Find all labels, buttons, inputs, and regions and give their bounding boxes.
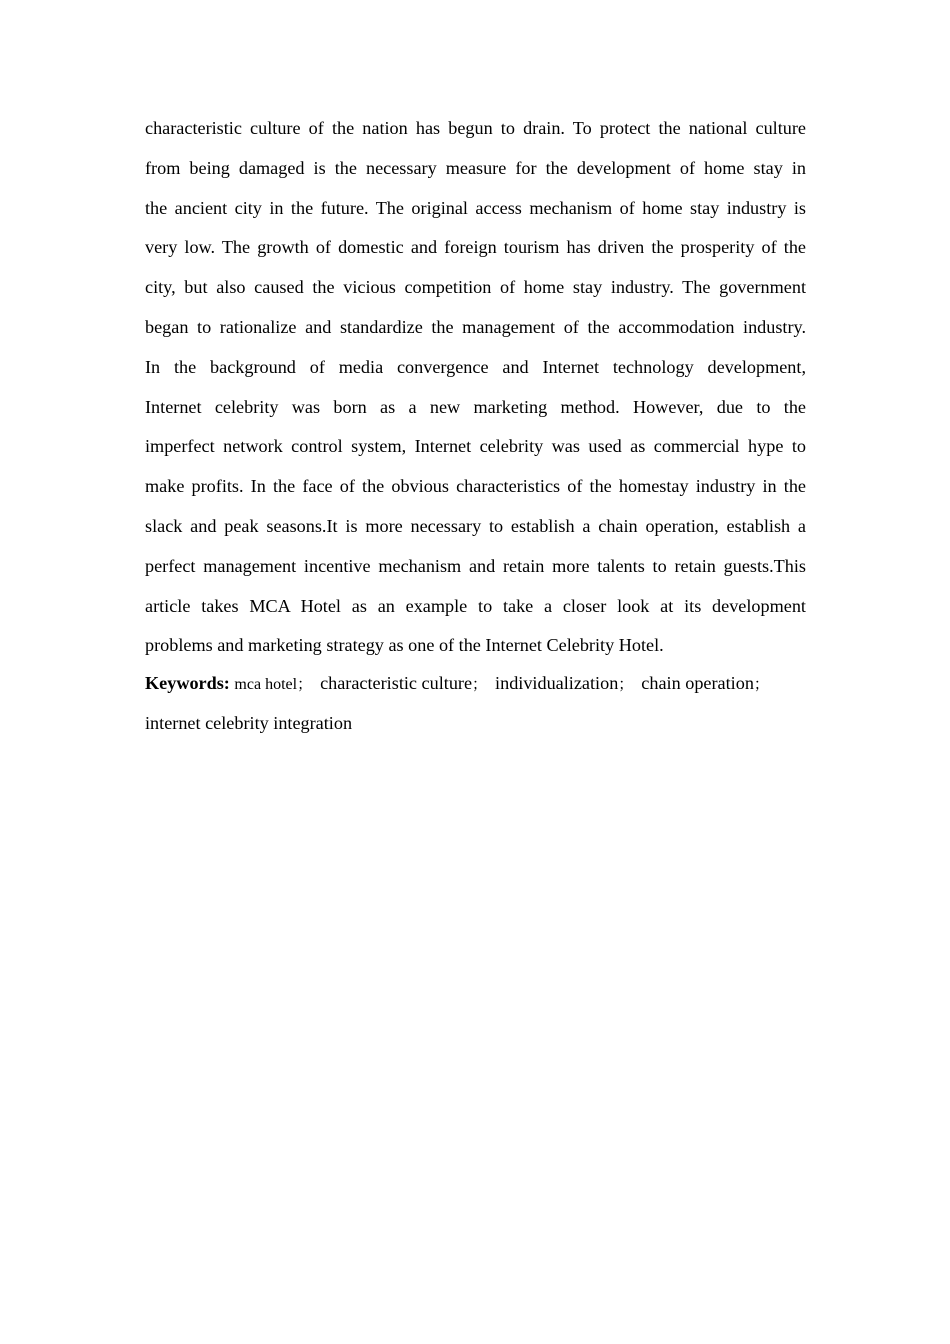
page-content bbox=[145, 109, 806, 744]
keyword-item: mca hotel bbox=[234, 676, 298, 694]
abstract-line: make profits. In the face of the obvious characteristics of the homestay industry in the bbox=[145, 476, 806, 497]
keyword-item: individualization bbox=[495, 673, 619, 694]
keywords-line bbox=[145, 664, 806, 704]
abstract-line: imperfect network control system, Internet celebrity was used as commercial hype to bbox=[145, 436, 806, 457]
keyword-separator: ； bbox=[297, 677, 313, 694]
abstract-line: city, but also caused the vicious competition of home stay industry. The government bbox=[145, 277, 806, 298]
keyword-separator: ； bbox=[753, 677, 769, 694]
abstract-line: slack and peak seasons.It is more necessary to establish a chain operation, establish a bbox=[145, 515, 806, 536]
abstract-line: very low. The growth of domestic and foreign tourism has driven the prosperity of the bbox=[145, 237, 806, 258]
abstract-body bbox=[145, 109, 806, 666]
keywords-line bbox=[145, 704, 806, 744]
keywords-section bbox=[145, 664, 806, 744]
keywords-label: Keywords: bbox=[145, 673, 230, 694]
abstract-line: began to rationalize and standardize the management of the accommodation industry. bbox=[145, 316, 806, 337]
abstract-line: characteristic culture of the nation has begun to drain. To protect the national culture bbox=[145, 118, 806, 138]
abstract-line: perfect management incentive mechanism and retain more talents to retain guests.This bbox=[145, 555, 806, 576]
abstract-line: the ancient city in the future. The original access mechanism of home stay industry is bbox=[145, 197, 806, 218]
keyword-item: internet celebrity integration bbox=[145, 712, 353, 733]
keyword-item: characteristic culture bbox=[320, 673, 473, 694]
keyword-separator: ； bbox=[472, 677, 488, 694]
abstract-line: article takes MCA Hotel as an example to take a closer look at its development bbox=[145, 595, 806, 616]
abstract-line: In the background of media convergence and Internet technology development, bbox=[145, 356, 806, 377]
keyword-separator: ； bbox=[618, 677, 634, 694]
keyword-item: chain operation bbox=[641, 673, 754, 694]
abstract-line: Internet celebrity was born as a new marketing method. However, due to the bbox=[145, 396, 806, 417]
abstract-line: from being damaged is the necessary measure for the development of home stay in bbox=[145, 157, 806, 178]
abstract-line: problems and marketing strategy as one of the Internet Celebrity Hotel. bbox=[145, 635, 664, 656]
